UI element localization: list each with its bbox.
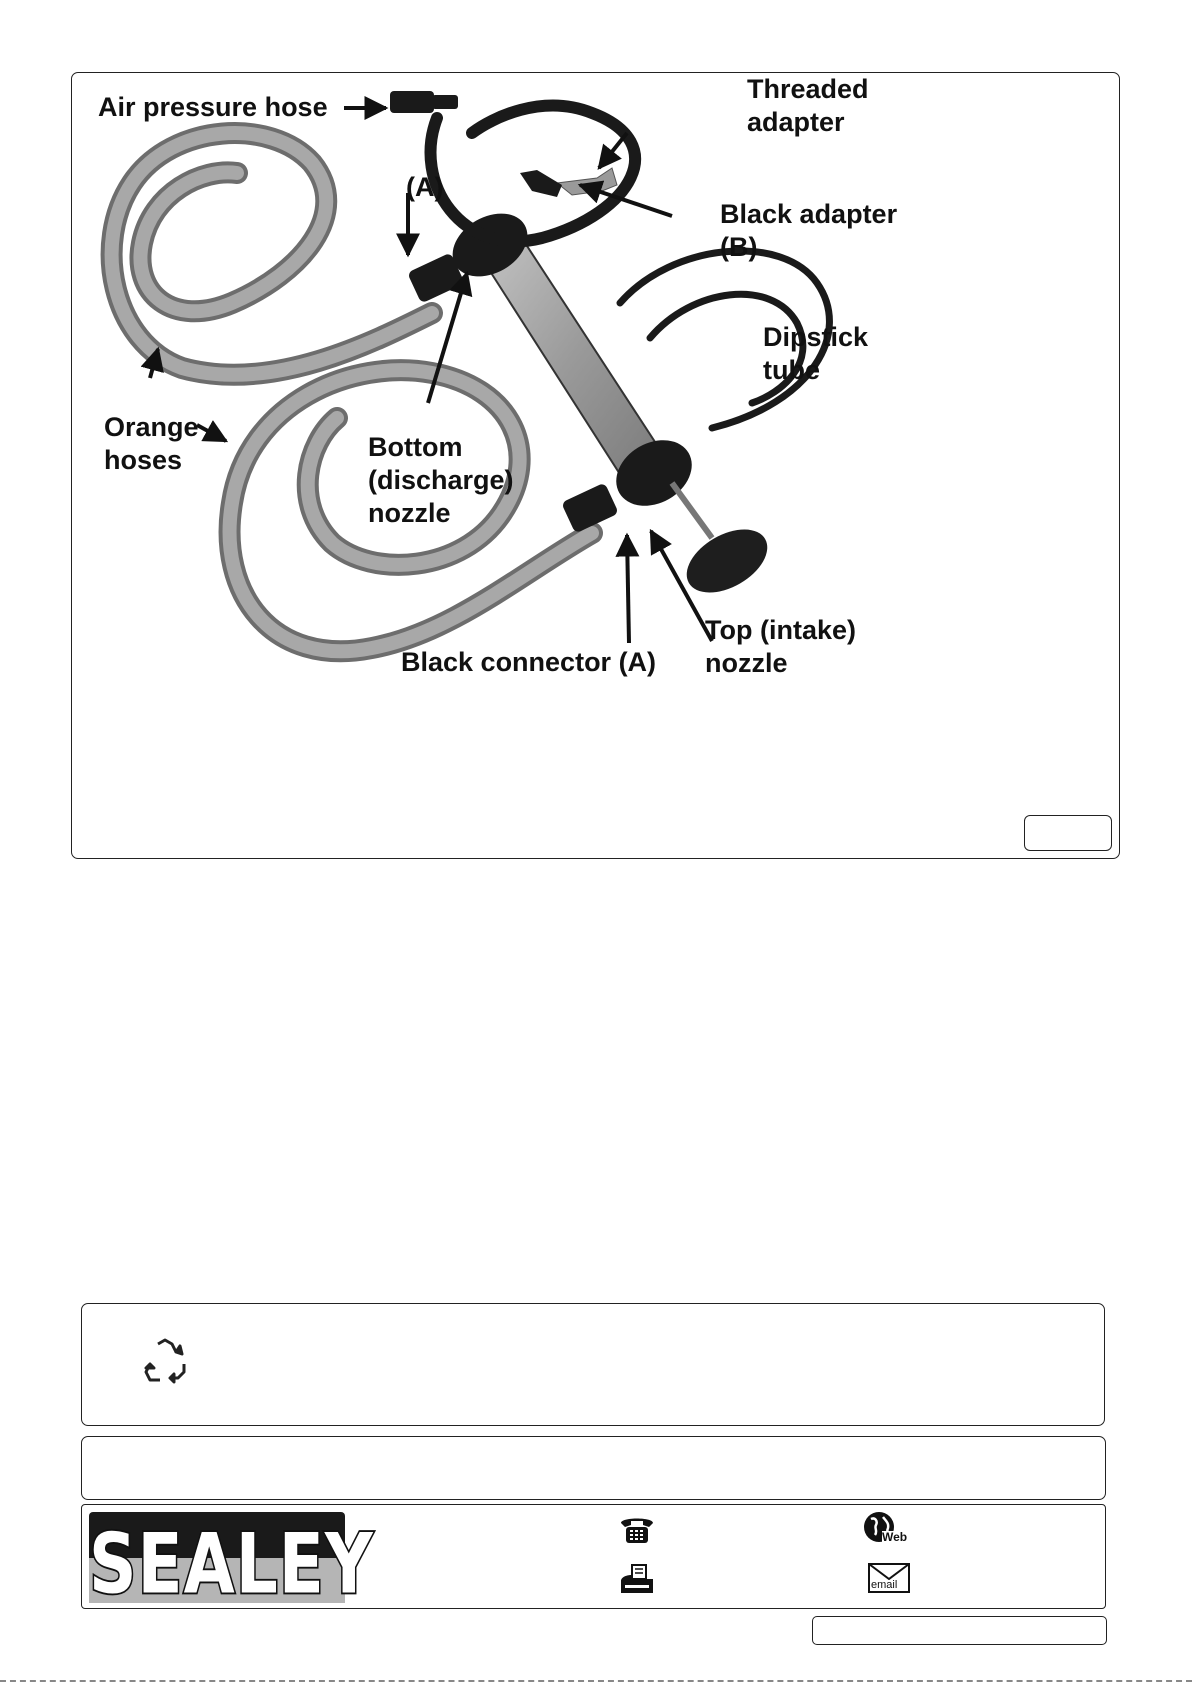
sealey-logo-text: SEALEY [89,1516,374,1613]
footer-contact-box [81,1504,1106,1613]
web-icon-text: Web [882,1530,908,1544]
page-cut-line [0,1680,1192,1682]
environment-box [81,1303,1105,1426]
label-dipstick-tube: Dipstick tube [763,322,869,385]
orange-hose-upper [112,133,432,375]
label-black-connector: Black connector (A) [401,647,657,677]
figure-frame [71,72,1120,859]
label-top-nozzle: Top (intake) nozzle [705,615,856,678]
telephone-icon [617,1513,657,1545]
label-threaded-adapter: Threaded adapter [747,74,869,137]
label-orange-hoses: Orange hoses [104,412,199,475]
figure-number-box [1024,815,1112,851]
email-icon-text: email [871,1579,898,1591]
email-icon [868,1563,910,1593]
label-air-pressure-hose: Air pressure hose [98,92,328,122]
web-icon [862,1509,912,1549]
sealey-logo [89,1512,374,1613]
label-bottom-nozzle: Bottom (discharge) nozzle [368,432,514,528]
document-code-box [812,1616,1107,1645]
label-a-marker: (A) [406,172,444,202]
pump-kit-illustration [72,73,1121,860]
info-box [81,1436,1106,1500]
recycle-icon [138,1336,192,1390]
label-black-adapter: Black adapter (B) [720,199,898,262]
fax-icon [617,1563,657,1597]
